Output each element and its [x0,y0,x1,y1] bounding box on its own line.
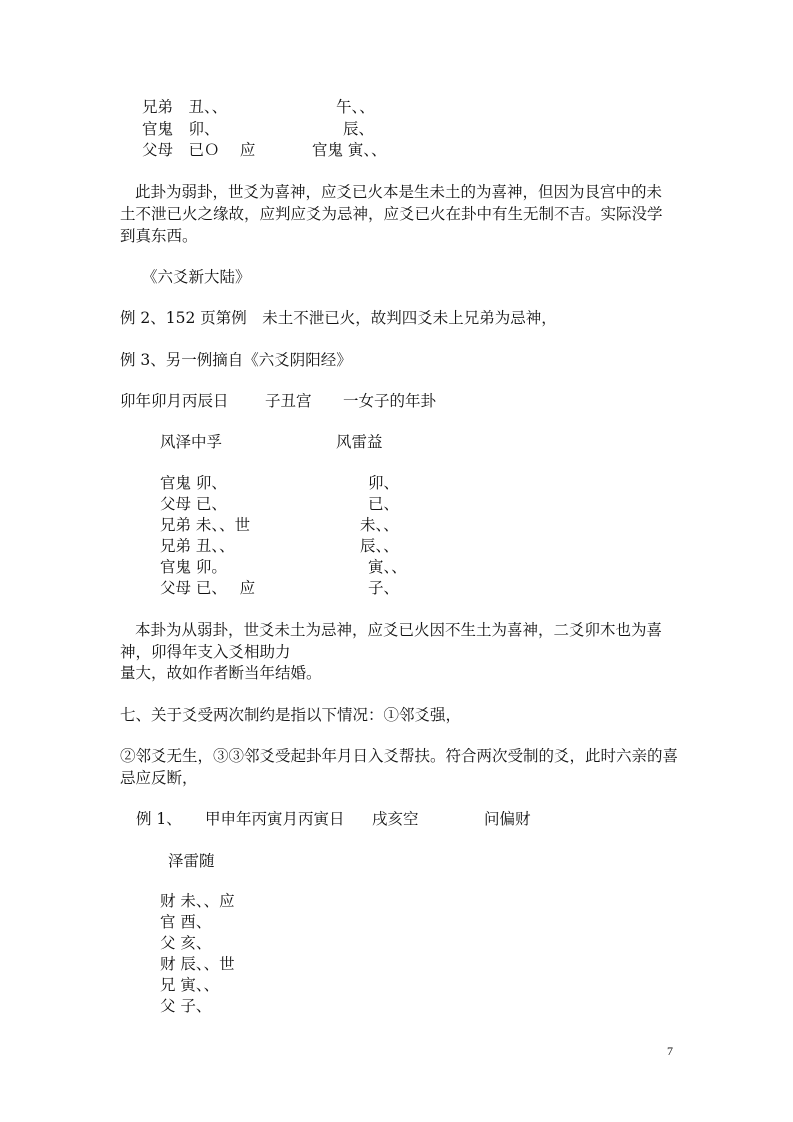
ex1-date: 甲申年丙寅月丙寅日 [205,810,345,828]
ex1-row-5: 兄 寅、、 [160,976,220,994]
hex-top-row-3-left: 父母 已Ｏ 应 [142,141,256,159]
ex1-void: 戌亥空 [372,810,419,828]
ex3-hex-name-right: 风雷益 [336,433,383,451]
ex3-row-3-left: 兄弟 未、、世 [160,516,251,534]
hex-top-row-2-left: 官鬼 卯、 [142,120,220,138]
ex1-row-4: 财 辰、、世 [160,955,235,973]
ex3-row-6-left: 父母 已、 应 [160,579,256,597]
ex1-question: 问偏财 [484,810,531,828]
ex1-row-1: 财 未、、应 [160,892,235,910]
ex3-row-3-right: 未、、 [360,516,399,534]
example-3: 例 3、另一例摘自《六爻阴阳经》 [120,351,352,369]
ex1-row-6: 父 子、 [160,997,212,1015]
para2-line3: 量大，故如作者断当年结婚。 [120,664,322,682]
ex1-row-2: 官 酉、 [160,913,212,931]
ex3-row-4-left: 兄弟 丑、、 [160,537,235,555]
hex-top-row-3-right: 官鬼 寅、、 [312,141,387,159]
ex1-hex-name: 泽雷随 [168,852,215,870]
ex1-label: 例 1、 [136,810,182,828]
ex3-row-4-right: 辰、、 [360,537,399,555]
para1-line2: 土不泄已火之缘故，应判应爻为忌神，应爻已火在卦中有生无制不吉。实际没学 [120,205,663,223]
ex3-row-5-right: 寅、、 [368,558,407,576]
ex3-row-6-right: 子、 [368,579,400,597]
ex3-palace: 子丑宫 [265,392,312,410]
ex1-row-3: 父 亥、 [160,934,212,952]
para3-line2: 忌应反断， [120,769,198,787]
example-2: 例 2、152 页第例 未土不泄已火，故判四爻未上兄弟为忌神， [120,309,557,327]
para2-line1: 本卦为从弱卦，世爻未土为忌神，应爻已火因不生土为喜神，二爻卯木也为喜 [135,621,663,639]
hex-top-row-1-right: 午、、 [336,98,375,116]
hex-top-row-1-left: 兄弟 丑、、 [142,98,228,116]
ex3-row-2-right: 已、 [368,495,400,513]
para1-line1: 此卦为弱卦，世爻为喜神，应爻已火本是生未土的为喜神，但因为艮宫中的未 [135,183,663,201]
ex3-row-1-left: 官鬼 卯、 [160,474,227,492]
para1-line3: 到真东西。 [120,227,198,245]
ex3-row-2-left: 父母 已、 [160,495,227,513]
ex3-row-1-right: 卯、 [368,474,400,492]
ex3-row-5-left: 官鬼 卯。 [160,558,227,576]
hex-top-row-2-right: 辰、 [343,120,375,138]
para2-line2: 神，卯得年支入爻相助力 [120,643,291,661]
ex3-date: 卯年卯月丙辰日 [120,392,229,410]
ex3-hex-name-left: 风泽中孚 [160,433,223,451]
book-title: 《六爻新大陆》 [142,268,251,286]
section-7-heading: 七、关于爻受两次制约是指以下情况：①邻爻强， [120,706,462,724]
ex3-subject: 一女子的年卦 [343,392,437,410]
para3-line1: ②邻爻无生，③③邻爻受起卦年月日入爻帮扶。符合两次受制的爻，此时六亲的喜 [120,747,679,765]
page-number: 7 [667,1044,673,1058]
